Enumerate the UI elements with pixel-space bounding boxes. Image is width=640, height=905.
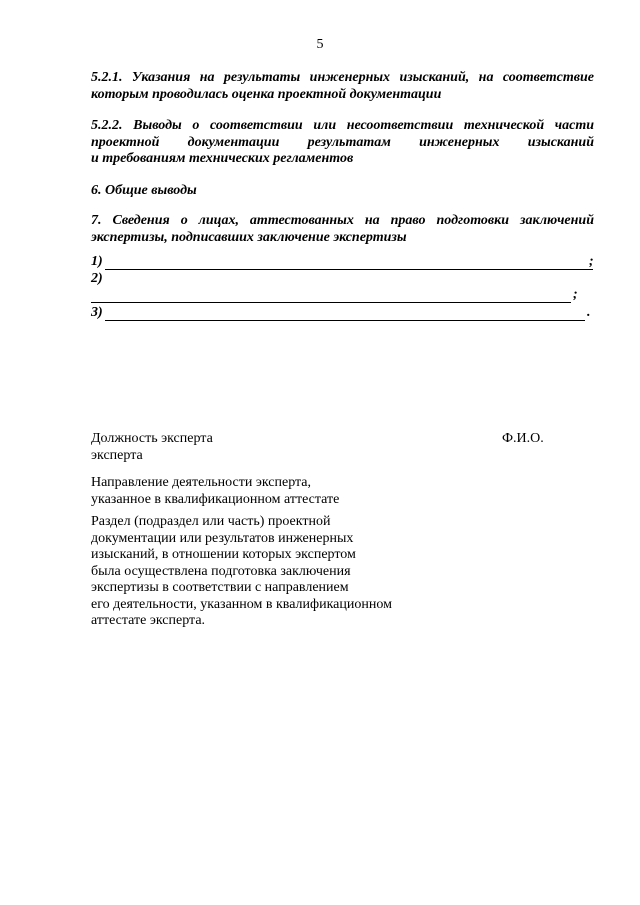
page-number: 5: [316, 37, 324, 52]
expert-direction: [91, 475, 339, 508]
expert-section-line-4: была осуществлена подготовка заключения: [91, 563, 351, 579]
signer-1-end: ;: [589, 254, 594, 269]
signer-3-blank: [105, 320, 585, 321]
signer-1-number: 1): [91, 254, 103, 269]
signer-2-number: 2): [91, 271, 103, 286]
section-5-2-2: [91, 118, 594, 168]
expert-direction-line-1: Направление деятельности эксперта,: [91, 475, 312, 490]
expert-section-line-6: его деятельности, указанном в квалификационном: [91, 596, 392, 612]
expert-section-line-1: Раздел (подраздел или часть) проектной: [91, 514, 331, 529]
section-5-2-1-line-1: 5.2.1. Указания на результаты инженерных изысканий, на соответствие: [91, 70, 594, 85]
expert-position-line-1: Должность эксперта: [91, 431, 213, 446]
signer-3-end: .: [587, 305, 591, 320]
signer-1-blank: [105, 269, 593, 270]
section-5-2-1: [91, 70, 594, 103]
expert-section-line-2: документации или результатов инженерных: [91, 530, 354, 546]
section-7-line-2: экспертизы, подписавших заключение экспертизы: [91, 229, 407, 245]
section-6-title: 6. Общие выводы: [91, 183, 197, 198]
section-5-2-1-line-2: которым проводилась оценка проектной документации: [91, 86, 442, 102]
signer-2-blank: [91, 302, 571, 303]
expert-position-line-2: эксперта: [91, 447, 143, 463]
section-5-2-2-line-3: и требованиям технических регламентов: [91, 151, 354, 166]
section-7-line-1: 7. Сведения о лицах, аттестованных на право подготовки заключений: [91, 213, 594, 228]
expert-section-line-5: экспертизы в соответствии с направлением: [91, 580, 349, 595]
signer-3-number: 3): [91, 305, 103, 320]
expert-section-line-7: аттестате эксперта.: [91, 613, 206, 628]
section-5-2-2-line-2: проектной документации результатам инженерных изысканий: [91, 134, 594, 150]
section-6: [91, 183, 594, 200]
signer-line-1: [91, 254, 596, 272]
expert-direction-line-2: указанное в квалификационном аттестате: [91, 491, 340, 507]
fio-label: Ф.И.О.: [502, 431, 544, 446]
signer-line-3: [91, 305, 596, 323]
signer-2-end: ;: [573, 287, 578, 302]
signer-line-2: [91, 287, 596, 305]
section-7: [91, 213, 594, 246]
expert-section-description: [91, 514, 392, 630]
section-5-2-2-line-1: 5.2.2. Выводы о соответствии или несоответствии технической части: [91, 118, 594, 133]
expert-position-label: [91, 431, 213, 464]
expert-section-line-3: изысканий, в отношении которых экспертом: [91, 547, 356, 562]
